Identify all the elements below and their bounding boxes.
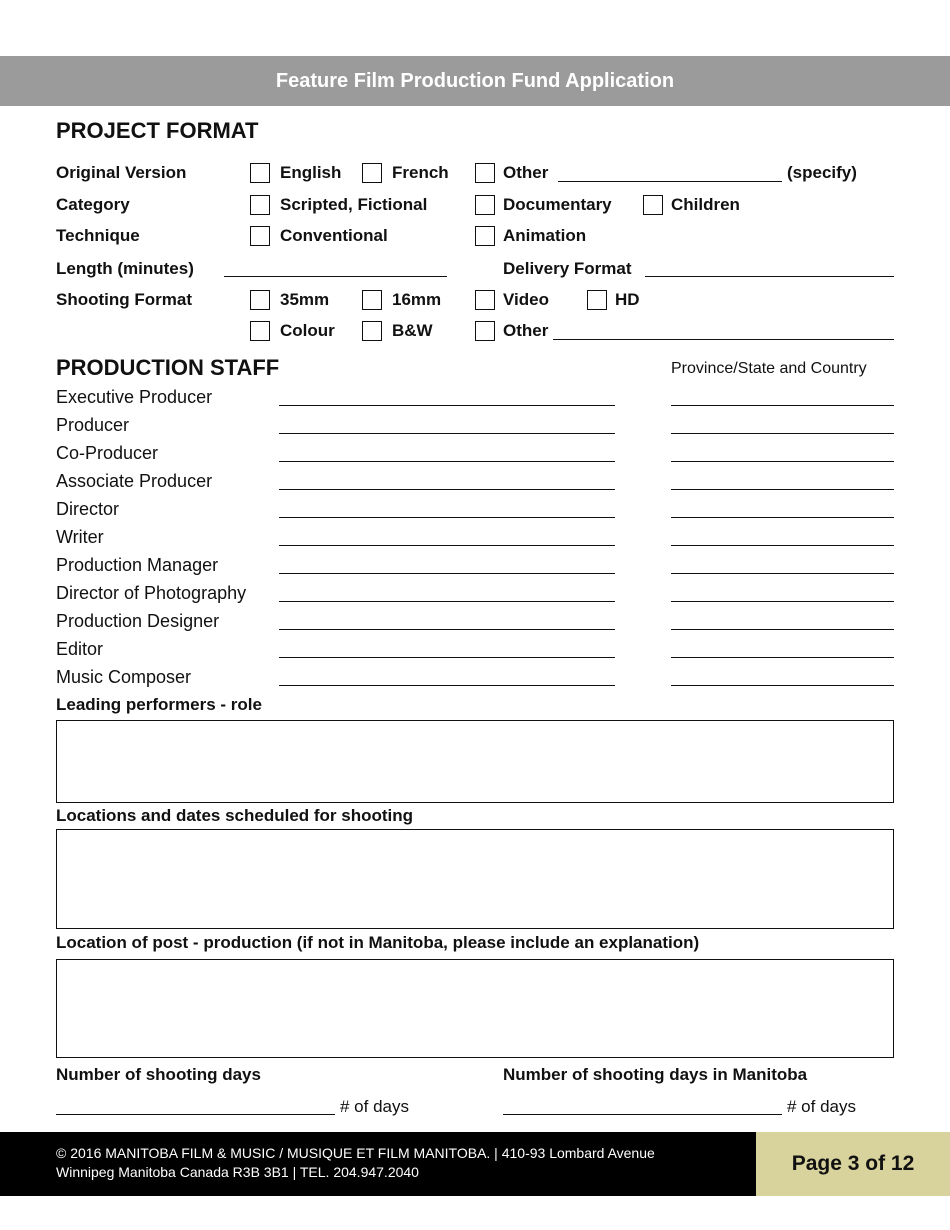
staff-role-label: Production Manager xyxy=(56,555,219,575)
animation-checkbox[interactable] xyxy=(475,226,495,246)
staff-name-input[interactable] xyxy=(279,573,615,574)
shooting-days-suffix: # of days xyxy=(340,1097,409,1116)
staff-name-input[interactable] xyxy=(279,685,615,686)
technique-label: Technique xyxy=(56,226,140,245)
project-format-heading: PROJECT FORMAT xyxy=(56,118,259,143)
other-language-checkbox[interactable] xyxy=(475,163,495,183)
animation-label: Animation xyxy=(503,226,587,245)
leading-performers-label: Leading performers - role xyxy=(56,695,262,714)
shooting-days-label: Number of shooting days xyxy=(56,1065,261,1084)
staff-province-input[interactable] xyxy=(671,629,894,630)
length-label: Length (minutes) xyxy=(56,259,194,278)
staff-role-label: Production Designer xyxy=(56,611,220,631)
conventional-label: Conventional xyxy=(280,226,388,245)
staff-province-input[interactable] xyxy=(671,489,894,490)
staff-province-input[interactable] xyxy=(671,545,894,546)
form-title: Feature Film Production Fund Application xyxy=(275,69,675,92)
locations-label: Locations and dates scheduled for shooting xyxy=(56,806,414,825)
length-input[interactable] xyxy=(224,276,447,277)
other-format-input[interactable] xyxy=(553,339,894,340)
staff-province-input[interactable] xyxy=(671,517,894,518)
footer xyxy=(0,1132,756,1196)
bw-checkbox[interactable] xyxy=(362,321,382,341)
staff-role-label: Producer xyxy=(56,415,130,435)
page-indicator xyxy=(756,1132,950,1196)
staff-role-label: Co-Producer xyxy=(56,443,159,463)
post-production-textarea[interactable] xyxy=(56,959,894,1058)
staff-province-input[interactable] xyxy=(671,685,894,686)
shooting-days-input[interactable] xyxy=(56,1114,335,1115)
french-checkbox[interactable] xyxy=(362,163,382,183)
english-checkbox[interactable] xyxy=(250,163,270,183)
other-format-label: Other xyxy=(503,321,549,340)
shooting-days-manitoba-input[interactable] xyxy=(503,1114,782,1115)
children-label: Children xyxy=(671,195,740,214)
locations-textarea[interactable] xyxy=(56,829,894,929)
staff-name-input[interactable] xyxy=(279,489,615,490)
staff-name-input[interactable] xyxy=(279,601,615,602)
35mm-label: 35mm xyxy=(280,290,330,309)
other-language-input[interactable] xyxy=(558,181,782,182)
video-checkbox[interactable] xyxy=(475,290,495,310)
documentary-label: Documentary xyxy=(503,195,612,214)
staff-role-label: Editor xyxy=(56,639,104,659)
hd-label: HD xyxy=(615,290,640,309)
category-label: Category xyxy=(56,195,130,214)
shooting-days-manitoba-suffix: # of days xyxy=(787,1097,856,1116)
post-production-label: Location of post - production (if not in Manitoba, please include an explanation) xyxy=(56,933,700,952)
original-version-label: Original Version xyxy=(56,163,187,182)
staff-province-input[interactable] xyxy=(671,601,894,602)
conventional-checkbox[interactable] xyxy=(250,226,270,246)
staff-name-input[interactable] xyxy=(279,405,615,406)
video-label: Video xyxy=(503,290,549,309)
delivery-format-label: Delivery Format xyxy=(503,259,632,278)
province-column-header: Province/State and Country xyxy=(671,360,867,377)
staff-role-label: Director of Photography xyxy=(56,583,247,603)
page-number: Page 3 of 12 xyxy=(791,1152,915,1175)
other-language-label: Other xyxy=(503,163,549,182)
staff-name-input[interactable] xyxy=(279,545,615,546)
children-checkbox[interactable] xyxy=(643,195,663,215)
specify-label: (specify) xyxy=(787,163,857,182)
staff-name-input[interactable] xyxy=(279,517,615,518)
hd-checkbox[interactable] xyxy=(587,290,607,310)
documentary-checkbox[interactable] xyxy=(475,195,495,215)
staff-name-input[interactable] xyxy=(279,657,615,658)
scripted-label: Scripted, Fictional xyxy=(280,195,428,214)
form-header xyxy=(0,56,950,106)
staff-name-input[interactable] xyxy=(279,433,615,434)
colour-label: Colour xyxy=(280,321,335,340)
english-label: English xyxy=(280,163,342,182)
16mm-label: 16mm xyxy=(392,290,442,309)
staff-role-label: Writer xyxy=(56,527,104,547)
other-format-checkbox[interactable] xyxy=(475,321,495,341)
staff-role-label: Associate Producer xyxy=(56,471,213,491)
shooting-format-label: Shooting Format xyxy=(56,290,192,309)
delivery-format-input[interactable] xyxy=(645,276,894,277)
staff-province-input[interactable] xyxy=(671,433,894,434)
staff-name-input[interactable] xyxy=(279,629,615,630)
footer-copyright: © 2016 MANITOBA FILM & MUSIC / MUSIQUE ET FILM MANITOBA. | 410-93 Lombard Avenue xyxy=(56,1145,655,1161)
footer-address: Winnipeg Manitoba Canada R3B 3B1 | TEL. 204.947.2040 xyxy=(56,1164,419,1180)
staff-name-input[interactable] xyxy=(279,461,615,462)
shooting-days-manitoba-label: Number of shooting days in Manitoba xyxy=(503,1065,808,1084)
staff-role-label: Director xyxy=(56,499,120,519)
production-staff-heading: PRODUCTION STAFF xyxy=(56,355,280,380)
scripted-checkbox[interactable] xyxy=(250,195,270,215)
french-label: French xyxy=(392,163,449,182)
staff-role-label: Executive Producer xyxy=(56,387,213,407)
leading-performers-textarea[interactable] xyxy=(56,720,894,803)
staff-province-input[interactable] xyxy=(671,461,894,462)
staff-province-input[interactable] xyxy=(671,405,894,406)
bw-label: B&W xyxy=(392,321,433,340)
staff-province-input[interactable] xyxy=(671,657,894,658)
16mm-checkbox[interactable] xyxy=(362,290,382,310)
35mm-checkbox[interactable] xyxy=(250,290,270,310)
staff-role-label: Music Composer xyxy=(56,667,192,687)
staff-province-input[interactable] xyxy=(671,573,894,574)
colour-checkbox[interactable] xyxy=(250,321,270,341)
